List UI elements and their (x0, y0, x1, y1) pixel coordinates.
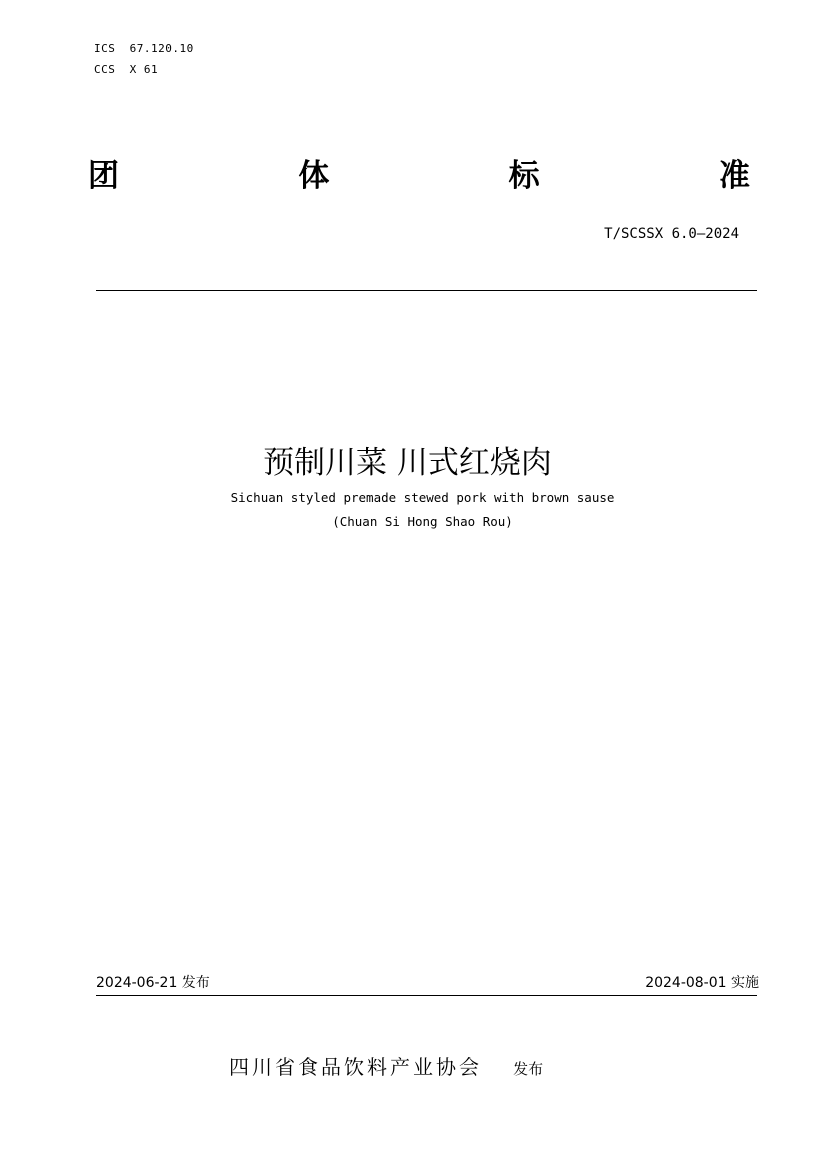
ics-code: ICS 67.120.10 (94, 42, 194, 55)
publisher-line (229, 1051, 543, 1080)
header-divider (96, 290, 757, 291)
standard-type-char: 准 (718, 158, 750, 194)
ccs-code: CCS X 61 (94, 63, 159, 76)
title-english-pinyin: (Chuan Si Hong Shao Rou) (332, 514, 513, 529)
publisher-name: 四川省食品饮料产业协会 (229, 1055, 482, 1079)
footer-divider (96, 995, 757, 996)
standard-type-char: 体 (298, 158, 330, 194)
standard-number: T/SCSSX 6.0—2024 (604, 226, 739, 242)
standard-type-heading (88, 156, 750, 196)
release-date: 2024-06-21 发布 (96, 975, 210, 991)
title-english: Sichuan styled premade stewed pork with brown sause (230, 490, 615, 505)
standard-type-char: 标 (508, 158, 540, 194)
publish-label: 发布 (513, 1060, 544, 1078)
standard-type-char: 团 (88, 158, 119, 194)
implementation-date: 2024-08-01 实施 (645, 975, 759, 991)
title-chinese: 预制川菜 川式红烧肉 (263, 445, 552, 481)
